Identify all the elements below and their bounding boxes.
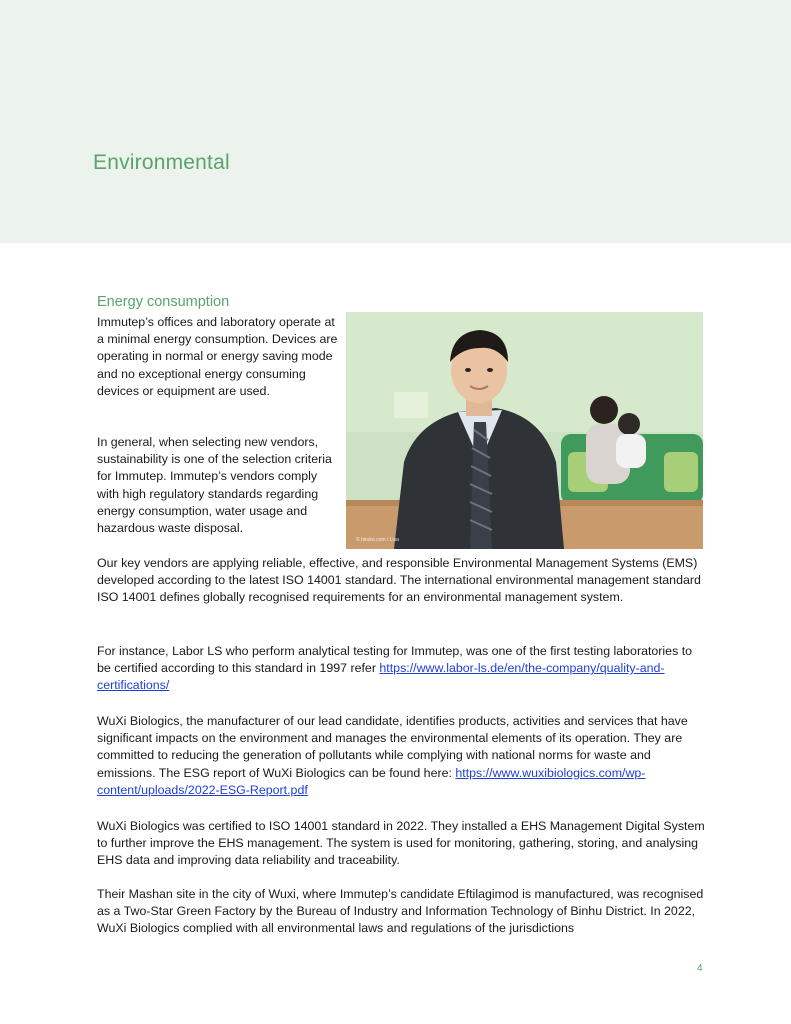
- paragraph-wuxi-biologics: [97, 713, 712, 799]
- paragraph-labor-ls: [97, 643, 707, 695]
- page-number: 4: [697, 963, 703, 974]
- businessman-photo: [346, 312, 703, 549]
- paragraph-ems: Our key vendors are applying reliable, effective, and responsible Environmental Management Systems (EMS) developed according to the latest ISO 14001 standard. The international environmental management standard ISO 14001 defines globally recognised requirements for an environmental management system.: [97, 556, 701, 605]
- paragraph-offices-energy: Immutep’s offices and laboratory operate at a minimal energy consumption. Devices are operating in normal or energy saving mode and no exceptional energy consuming devices or equipment are used.: [97, 315, 338, 398]
- wuxi-esg-report-link[interactable]: https://www.wuxibiologics.com/wp-content/uploads/2022-ESG-Report.pdf: [97, 765, 646, 797]
- labor-ls-link[interactable]: https://www.labor-ls.de/en/the-company/quality-and-certifications/: [97, 661, 665, 693]
- header-band: [0, 0, 791, 243]
- photo-credit: © hiroko.com / Lisa: [356, 537, 399, 543]
- wuxi-text: WuXi Biologics, the manufacturer of our lead candidate, identifies products, activities and services that have significant impacts on the environment and manages the environmental elements of its operation. They are committed to reducing the generation of pollutants while complying with national norms for waste and emissions. The ESG report of WuXi Biologics can be found here:: [97, 714, 688, 780]
- labor-ls-text: For instance, Labor LS who perform analytical testing for Immutep, was one of the first testing laboratories to be certified according to this standard in 1997 refer: [97, 644, 693, 676]
- paragraph-mashan-site: Their Mashan site in the city of Wuxi, where Immutep’s candidate Eftilagimod is manufactured, was recognised as a Two-Star Green Factory by the Bureau of Industry and Information Technology of Binhu District. In 2022, WuXi Biologics complied with all environmental laws and regulations of the jurisdictions: [97, 887, 704, 936]
- paragraph-vendor-selection: In general, when selecting new vendors, sustainability is one of the selection criteria for Immutep. Immutep’s vendors comply with high regulatory standards regarding energy consumption, water usage and hazardous waste disposal.: [97, 435, 332, 536]
- paragraph-iso-certification: WuXi Biologics was certified to ISO 14001 standard in 2022. They installed a EHS Management Digital System to further improve the EHS management. The system is used for monitoring, gathering, storing, and analysing EHS data and improving data reliability and traceability.: [97, 819, 705, 868]
- section-title: Environmental: [93, 151, 230, 174]
- photo-illustration: [346, 312, 703, 549]
- energy-consumption-heading: Energy consumption: [97, 294, 230, 310]
